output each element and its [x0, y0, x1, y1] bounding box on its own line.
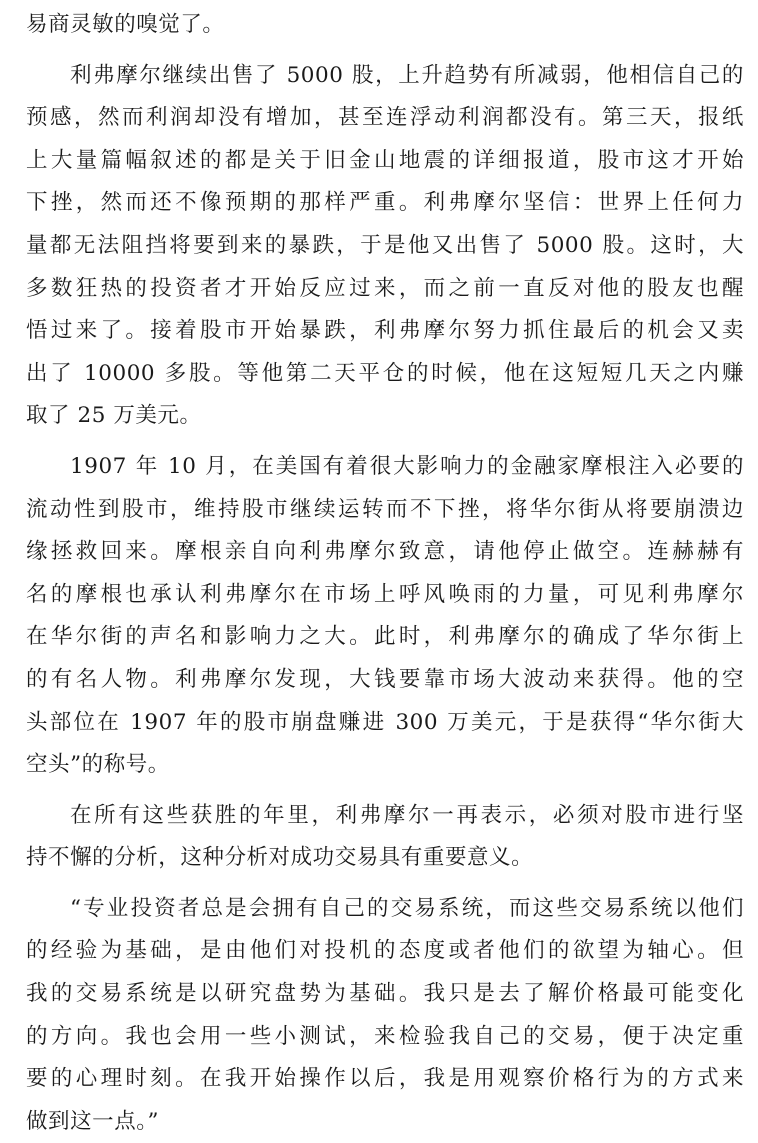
paragraph-1	[26, 4, 744, 47]
text-line: 下挫，然而还不像预期的那样严重。利弗摩尔坚信：世界上任何力	[26, 190, 744, 216]
text-line: 上大量篇幅叙述的都是关于旧金山地震的详细报道，股市这才开始	[26, 147, 744, 173]
text-line: 缘拯救回来。摩根亲自向利弗摩尔致意，请他停止做空。连赫赫有	[26, 539, 744, 565]
paragraph-2	[26, 55, 744, 438]
paragraph-4	[26, 795, 744, 880]
paragraph-3	[26, 446, 744, 787]
text-line: 1907 年 10 月，在美国有着很大影响力的金融家摩根注入必要的	[70, 453, 744, 479]
text-line: 流动性到股市，维持股市继续运转而不下挫，将华尔街从将要崩溃边	[26, 496, 744, 522]
paragraph-gap	[26, 438, 744, 446]
text-line: 易商灵敏的嗅觉了。	[26, 12, 225, 37]
paragraph-gap	[26, 47, 744, 55]
text-line: 悟过来了。接着股市开始暴跌，利弗摩尔努力抓住最后的机会又卖	[26, 318, 744, 344]
text-line: 在所有这些获胜的年里，利弗摩尔一再表示，必须对股市进行坚	[70, 802, 744, 828]
text-line: “专业投资者总是会拥有自己的交易系统，而这些交易系统以他们	[70, 895, 744, 921]
text-line: 名的摩根也承认利弗摩尔在市场上呼风唤雨的力量，可见利弗摩尔	[26, 581, 744, 607]
text-line: 做到这一点。”	[26, 1108, 160, 1134]
paragraph-gap	[26, 880, 744, 888]
text-line: 持不懈的分析，这种分析对成功交易具有重要意义。	[26, 845, 534, 871]
text-line: 要的心理时刻。在我开始操作以后，我是用观察价格行为的方式来	[26, 1066, 744, 1092]
text-line: 的方向。我也会用一些小测试，来检验我自己的交易，便于决定重	[26, 1023, 744, 1049]
text-line: 量都无法阻挡将要到来的暴跌，于是他又出售了 5000 股。这时，大	[26, 232, 744, 258]
text-line: 空头”的称号。	[26, 752, 170, 778]
text-line: 取了 25 万美元。	[26, 403, 202, 429]
paragraph-gap	[26, 787, 744, 795]
text-line: 预感，然而利润却没有增加，甚至连浮动利润都没有。第三天，报纸	[26, 105, 744, 131]
text-line: 我的交易系统是以研究盘势为基础。我只是去了解价格最可能变化	[26, 981, 744, 1007]
book-page	[26, 4, 744, 1143]
text-line: 利弗摩尔继续出售了 5000 股，上升趋势有所减弱，他相信自己的	[70, 62, 744, 88]
text-line: 在华尔街的声名和影响力之大。此时，利弗摩尔的确成了华尔街上	[26, 624, 744, 650]
text-line: 的有名人物。利弗摩尔发现，大钱要靠市场大波动来获得。他的空	[26, 666, 744, 692]
text-line: 头部位在 1907 年的股市崩盘赚进 300 万美元，于是获得“华尔街大	[26, 709, 744, 735]
text-line: 出了 10000 多股。等他第二天平仓的时候，他在这短短几天之内赚	[26, 360, 744, 386]
text-line: 多数狂热的投资者才开始反应过来，而之前一直反对他的股友也醒	[26, 275, 744, 301]
paragraph-5	[26, 888, 744, 1143]
text-line: 的经验为基础，是由他们对投机的态度或者他们的欲望为轴心。但	[26, 938, 744, 964]
